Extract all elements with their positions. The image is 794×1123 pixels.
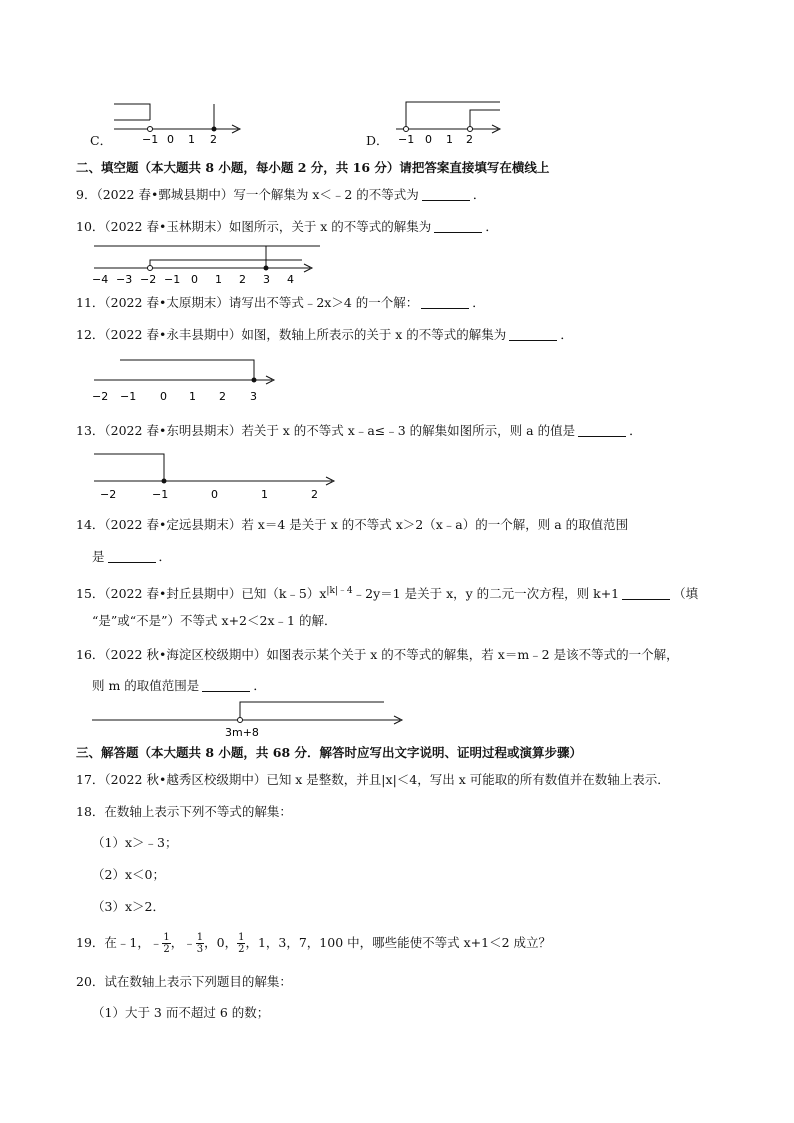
answer-blank[interactable] [108,550,156,563]
tick-label: 0 [211,488,218,501]
tick-label: 3m+8 [225,726,259,739]
tick-label: 4 [287,273,294,286]
question-13: 13．（2022 春•东明县期末）若关于 x 的不等式 x﹣a≤﹣3 的解集如图所示，则 a 的值是 ． [76,423,642,438]
question-20: 20．试在数轴上表示下列题目的解集： [76,974,292,989]
answer-blank[interactable] [421,296,469,309]
tick-label: −2 [100,488,117,501]
tick-label: −1 [120,390,137,403]
tick-label: −1 [164,273,181,286]
question-9: 9．（2022 春•鄄城县期中）写一个解集为 x＜﹣2 的不等式为 ． [76,187,486,202]
question-16: 16．（2022 秋•海淀区校级期中）如图表示某个关于 x 的不等式的解集，若 x＝m﹣2 是该不等式的一个解， [76,647,679,662]
tick-label: −2 [92,390,109,403]
tick-label: 1 [446,133,453,146]
tick-label: −1 [142,133,159,146]
tick-label: 2 [219,390,226,403]
tick-label: 1 [188,133,195,146]
q16-numberline [88,696,408,744]
tick-label: 0 [167,133,174,146]
fraction: $\frac{1}{2}$ [163,932,170,955]
tick-label: 2 [466,133,473,146]
option-c-numberline [108,98,244,146]
option-c-label: C． [90,133,113,148]
question-12: 12．（2022 春•永丰县期中）如图，数轴上所表示的关于 x 的不等式的解集为 ． [76,327,573,342]
tick-label: 1 [215,273,222,286]
tick-label: 2 [239,273,246,286]
tick-label: 0 [191,273,198,286]
question-11: 11．（2022 春•太原期末）请写出不等式﹣2x＞4 的一个解： ． [76,295,485,310]
fraction: $\frac{1}{3}$ [196,932,204,955]
question-18-item: （2）x＜0； [92,867,165,882]
option-d-label: D． [366,133,389,148]
tick-label: 1 [189,390,196,403]
tick-label: 0 [425,133,432,146]
question-10: 10．（2022 春•玉林期末）如图所示，关于 x 的不等式的解集为 ． [76,219,498,234]
option-d-numberline [396,98,506,146]
tick-label: 3 [250,390,257,403]
section-2-heading: 二、填空题（本大题共 8 小题，每小题 2 分，共 16 分）请把答案直接填写在横线上 [76,160,550,175]
question-15-line2: “是”或“不是”）不等式 x+2＜2x﹣1 的解． [92,613,337,628]
tick-label: 3 [263,273,270,286]
question-14: 14．（2022 春•定远县期末）若 x＝4 是关于 x 的不等式 x＞2（x﹣a）的一个解，则 a 的取值范围 [76,517,629,532]
tick-label: −1 [398,133,415,146]
fraction: $\frac{1}{2}$ [238,932,245,955]
tick-label: −3 [116,273,133,286]
question-15: 15．（2022 春•封丘县期中）已知$(k﹣5)x^{|k|﹣4}﹣2y=1$ 是关于 x，y 的二元一次方程，则 k+1 （填 [76,586,699,602]
tick-label: −1 [152,488,169,501]
answer-blank[interactable] [422,188,470,201]
answer-blank[interactable] [509,328,557,341]
tick-label: 1 [261,488,268,501]
answer-blank[interactable] [434,220,482,233]
tick-label: −4 [92,273,109,286]
tick-label: 0 [160,390,167,403]
question-14-line2: 是 ． [92,549,172,564]
answer-blank[interactable] [578,424,626,437]
question-16-line2: 则 m 的取值范围是 ． [92,678,266,693]
question-17: 17．（2022 秋•越秀区校级期中）已知 x 是整数，并且|x|＜4，写出 x 可能取的所有数值并在数轴上表示． [76,772,670,787]
tick-label: 2 [210,133,217,146]
section-3-heading: 三、解答题（本大题共 8 小题，共 68 分．解答时应写出文字说明、证明过程或演算步骤） [76,745,583,760]
question-18: 18．在数轴上表示下列不等式的解集： [76,804,292,819]
answer-blank[interactable] [622,587,670,600]
question-19: 19．在﹣1，﹣ $\frac{1}{2}$ ，﹣ $\frac{1}{3}$ ，0， $\frac{1}{2}$ ，1，3，7，100 中，哪些能使不等式 x+1＜2 成立？ [76,932,552,955]
question-18-item: （3）x＞2． [92,899,165,914]
q12-numberline [88,352,284,408]
q13-numberline [88,446,340,502]
q10-numberline [88,240,320,288]
question-20-item: （1）大于 3 而不超过 6 的数； [92,1005,270,1020]
answer-blank[interactable] [202,679,250,692]
tick-label: −2 [140,273,157,286]
tick-label: 2 [311,488,318,501]
question-18-item: （1）x＞﹣3； [92,835,178,850]
